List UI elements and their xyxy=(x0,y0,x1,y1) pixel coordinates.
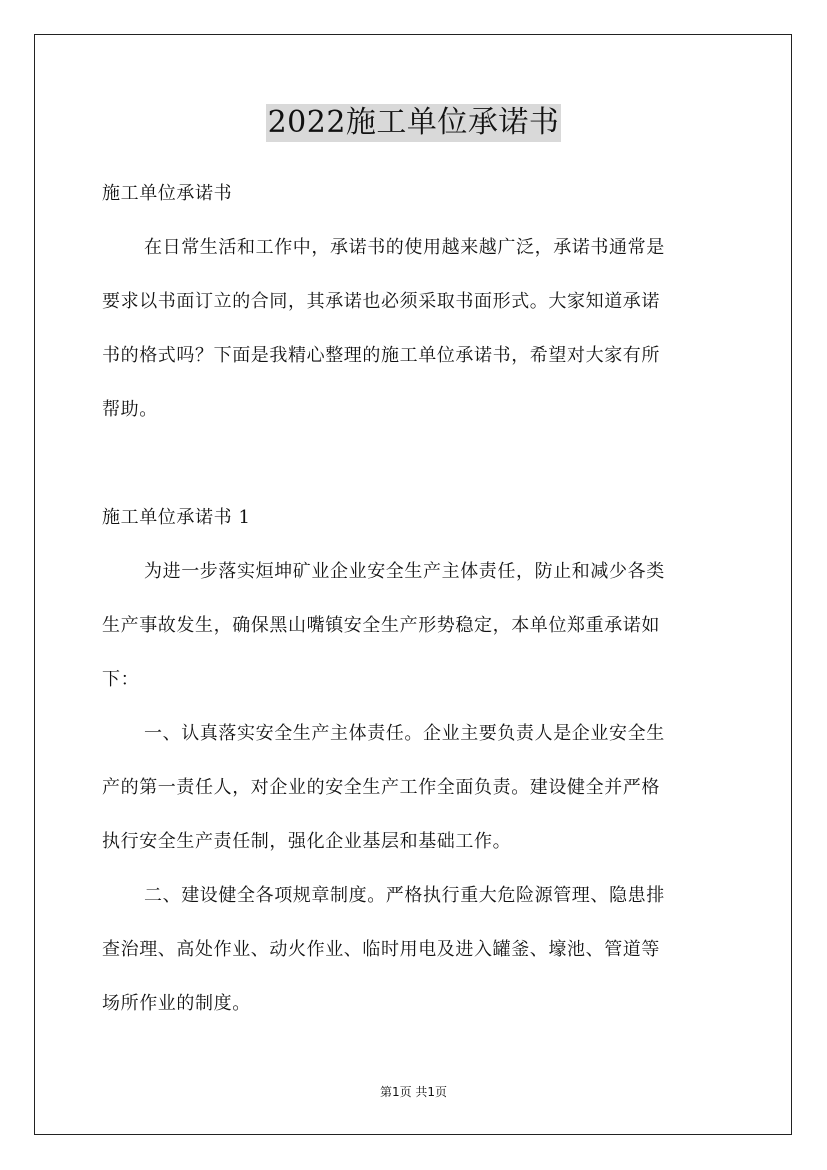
intro-line-2: 要求以书面订立的合同，其承诺也必须采取书面形式。大家知道承诺 xyxy=(102,291,660,312)
para1-line-3: 下： xyxy=(102,669,140,690)
intro-line-3: 书的格式吗？下面是我精心整理的施工单位承诺书，希望对大家有所 xyxy=(102,345,660,366)
page-footer: 第1页 共1页 xyxy=(379,1085,448,1099)
para1-line-1: 为进一步落实烜坤矿业企业安全生产主体责任，防止和减少各类 xyxy=(144,561,665,582)
para1-line-2: 生产事故发生，确保黑山嘴镇安全生产形势稳定，本单位郑重承诺如 xyxy=(102,615,660,636)
para2-line-3: 执行安全生产责任制，强化企业基层和基础工作。 xyxy=(102,831,512,852)
para3-line-2: 查治理、高处作业、动火作业、临时用电及进入罐釜、壕池、管道等 xyxy=(102,939,660,960)
para3-line-3: 场所作业的制度。 xyxy=(102,993,251,1014)
para2-line-1: 一、认真落实安全生产主体责任。企业主要负责人是企业安全生 xyxy=(144,723,665,744)
para3-line-1: 二、建设健全各项规章制度。严格执行重大危险源管理、隐患排 xyxy=(144,885,665,906)
section-heading: 施工单位承诺书 xyxy=(102,183,233,204)
intro-line-4: 帮助。 xyxy=(102,399,158,420)
para2-line-2: 产的第一责任人，对企业的安全生产工作全面负责。建设健全并严格 xyxy=(102,777,660,798)
intro-line-1: 在日常生活和工作中，承诺书的使用越来越广泛，承诺书通常是 xyxy=(144,237,665,258)
document-title-text: 2022施工单位承诺书 xyxy=(267,105,560,140)
subsection-heading: 施工单位承诺书 1 xyxy=(102,507,251,528)
document-title xyxy=(0,104,827,142)
